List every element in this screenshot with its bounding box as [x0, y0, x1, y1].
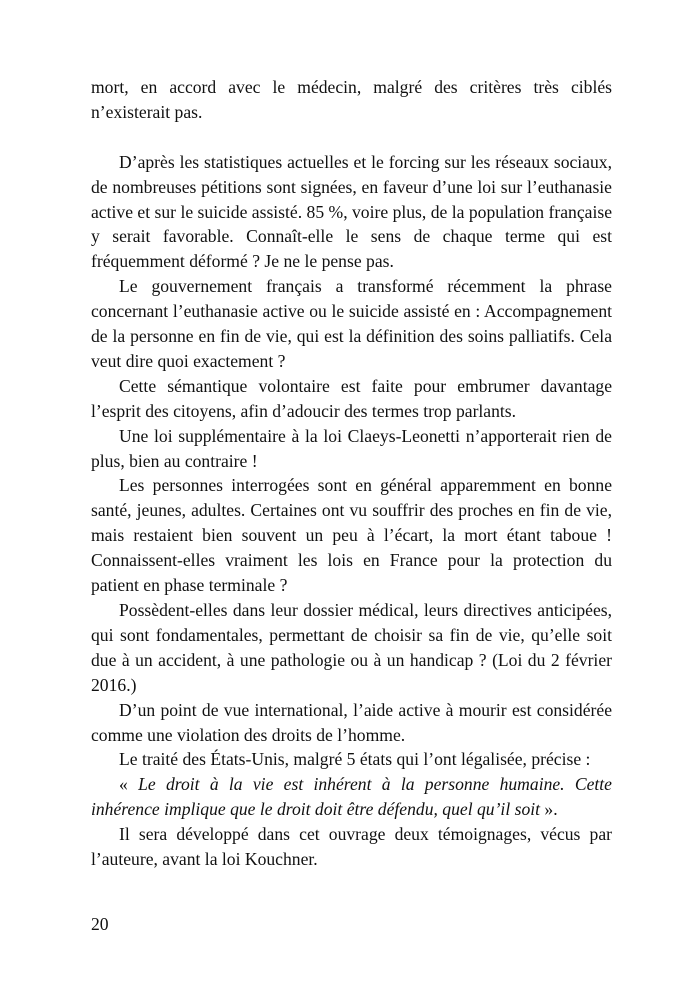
quote-close: ». — [540, 799, 558, 820]
page-number: 20 — [91, 914, 109, 934]
paragraph-5: Une loi supplémentaire à la loi Claeys-Leonetti n’apporterait rien de plus, bien au contraire ! — [91, 425, 612, 471]
closing-paragraph: Il sera développé dans cet ouvrage deux témoignages, vécus par l’auteure, avant la loi Kouchner. — [91, 824, 612, 870]
paragraph-3: Le gouvernement français a transformé récemment la phrase concernant l’euthanasie active ou le suicide assisté en : Accompagnement de la personne en fin de vie, qui est la définition des soins palliatifs. Cela veut dire quoi exactement ? — [91, 276, 612, 371]
paragraph-7: Possèdent-elles dans leur dossier médical, leurs directives anticipées, qui sont fondamentales, permettant de choisir sa fin de vie, qu’elle soit due à un accident, à une pathologie ou à un handicap ? (Loi du 2 février 2016.) — [91, 600, 612, 695]
page-body — [91, 75, 612, 872]
paragraph-9: Le traité des États-Unis, malgré 5 états qui l’ont légalisée, précise : — [119, 749, 591, 770]
paragraph-1: mort, en accord avec le médecin, malgré des critères très ciblés n’existerait pas. — [91, 77, 612, 122]
paragraph-4: Cette sémantique volontaire est faite pour embrumer davantage l’esprit des citoyens, afin d’adoucir des termes trop parlants. — [91, 375, 612, 421]
quotation — [91, 772, 612, 822]
paragraph-6: Les personnes interrogées sont en général apparemment en bonne santé, jeunes, adultes. Certaines ont vu souffrir des proches en fin de vie, mais restaient bien souvent un peu à l’écart, la mort étant taboue ! Connaissent-elles vraiment les lois en France pour la protection du patient en phase terminale ? — [91, 475, 612, 596]
quote-open: « — [119, 774, 139, 795]
paragraph-2: D’après les statistiques actuelles et le forcing sur les réseaux sociaux, de nombreuses pétitions sont signées, en faveur d’une loi sur l’euthanasie active et sur le suicide assisté. 85 %, voire plus, de la population française y serait favorable. Connaît-elle le sens de chaque terme qui est fréquemment déformé ? Je ne le pense pas. — [91, 151, 612, 272]
quote-text: Le droit à la vie est inhérent à la personne humaine. Cette inhérence implique que le droit doit être défendu, quel qu’il soit — [91, 774, 612, 820]
paragraph-8: D’un point de vue international, l’aide active à mourir est considérée comme une violation des droits de l’homme. — [91, 699, 612, 745]
